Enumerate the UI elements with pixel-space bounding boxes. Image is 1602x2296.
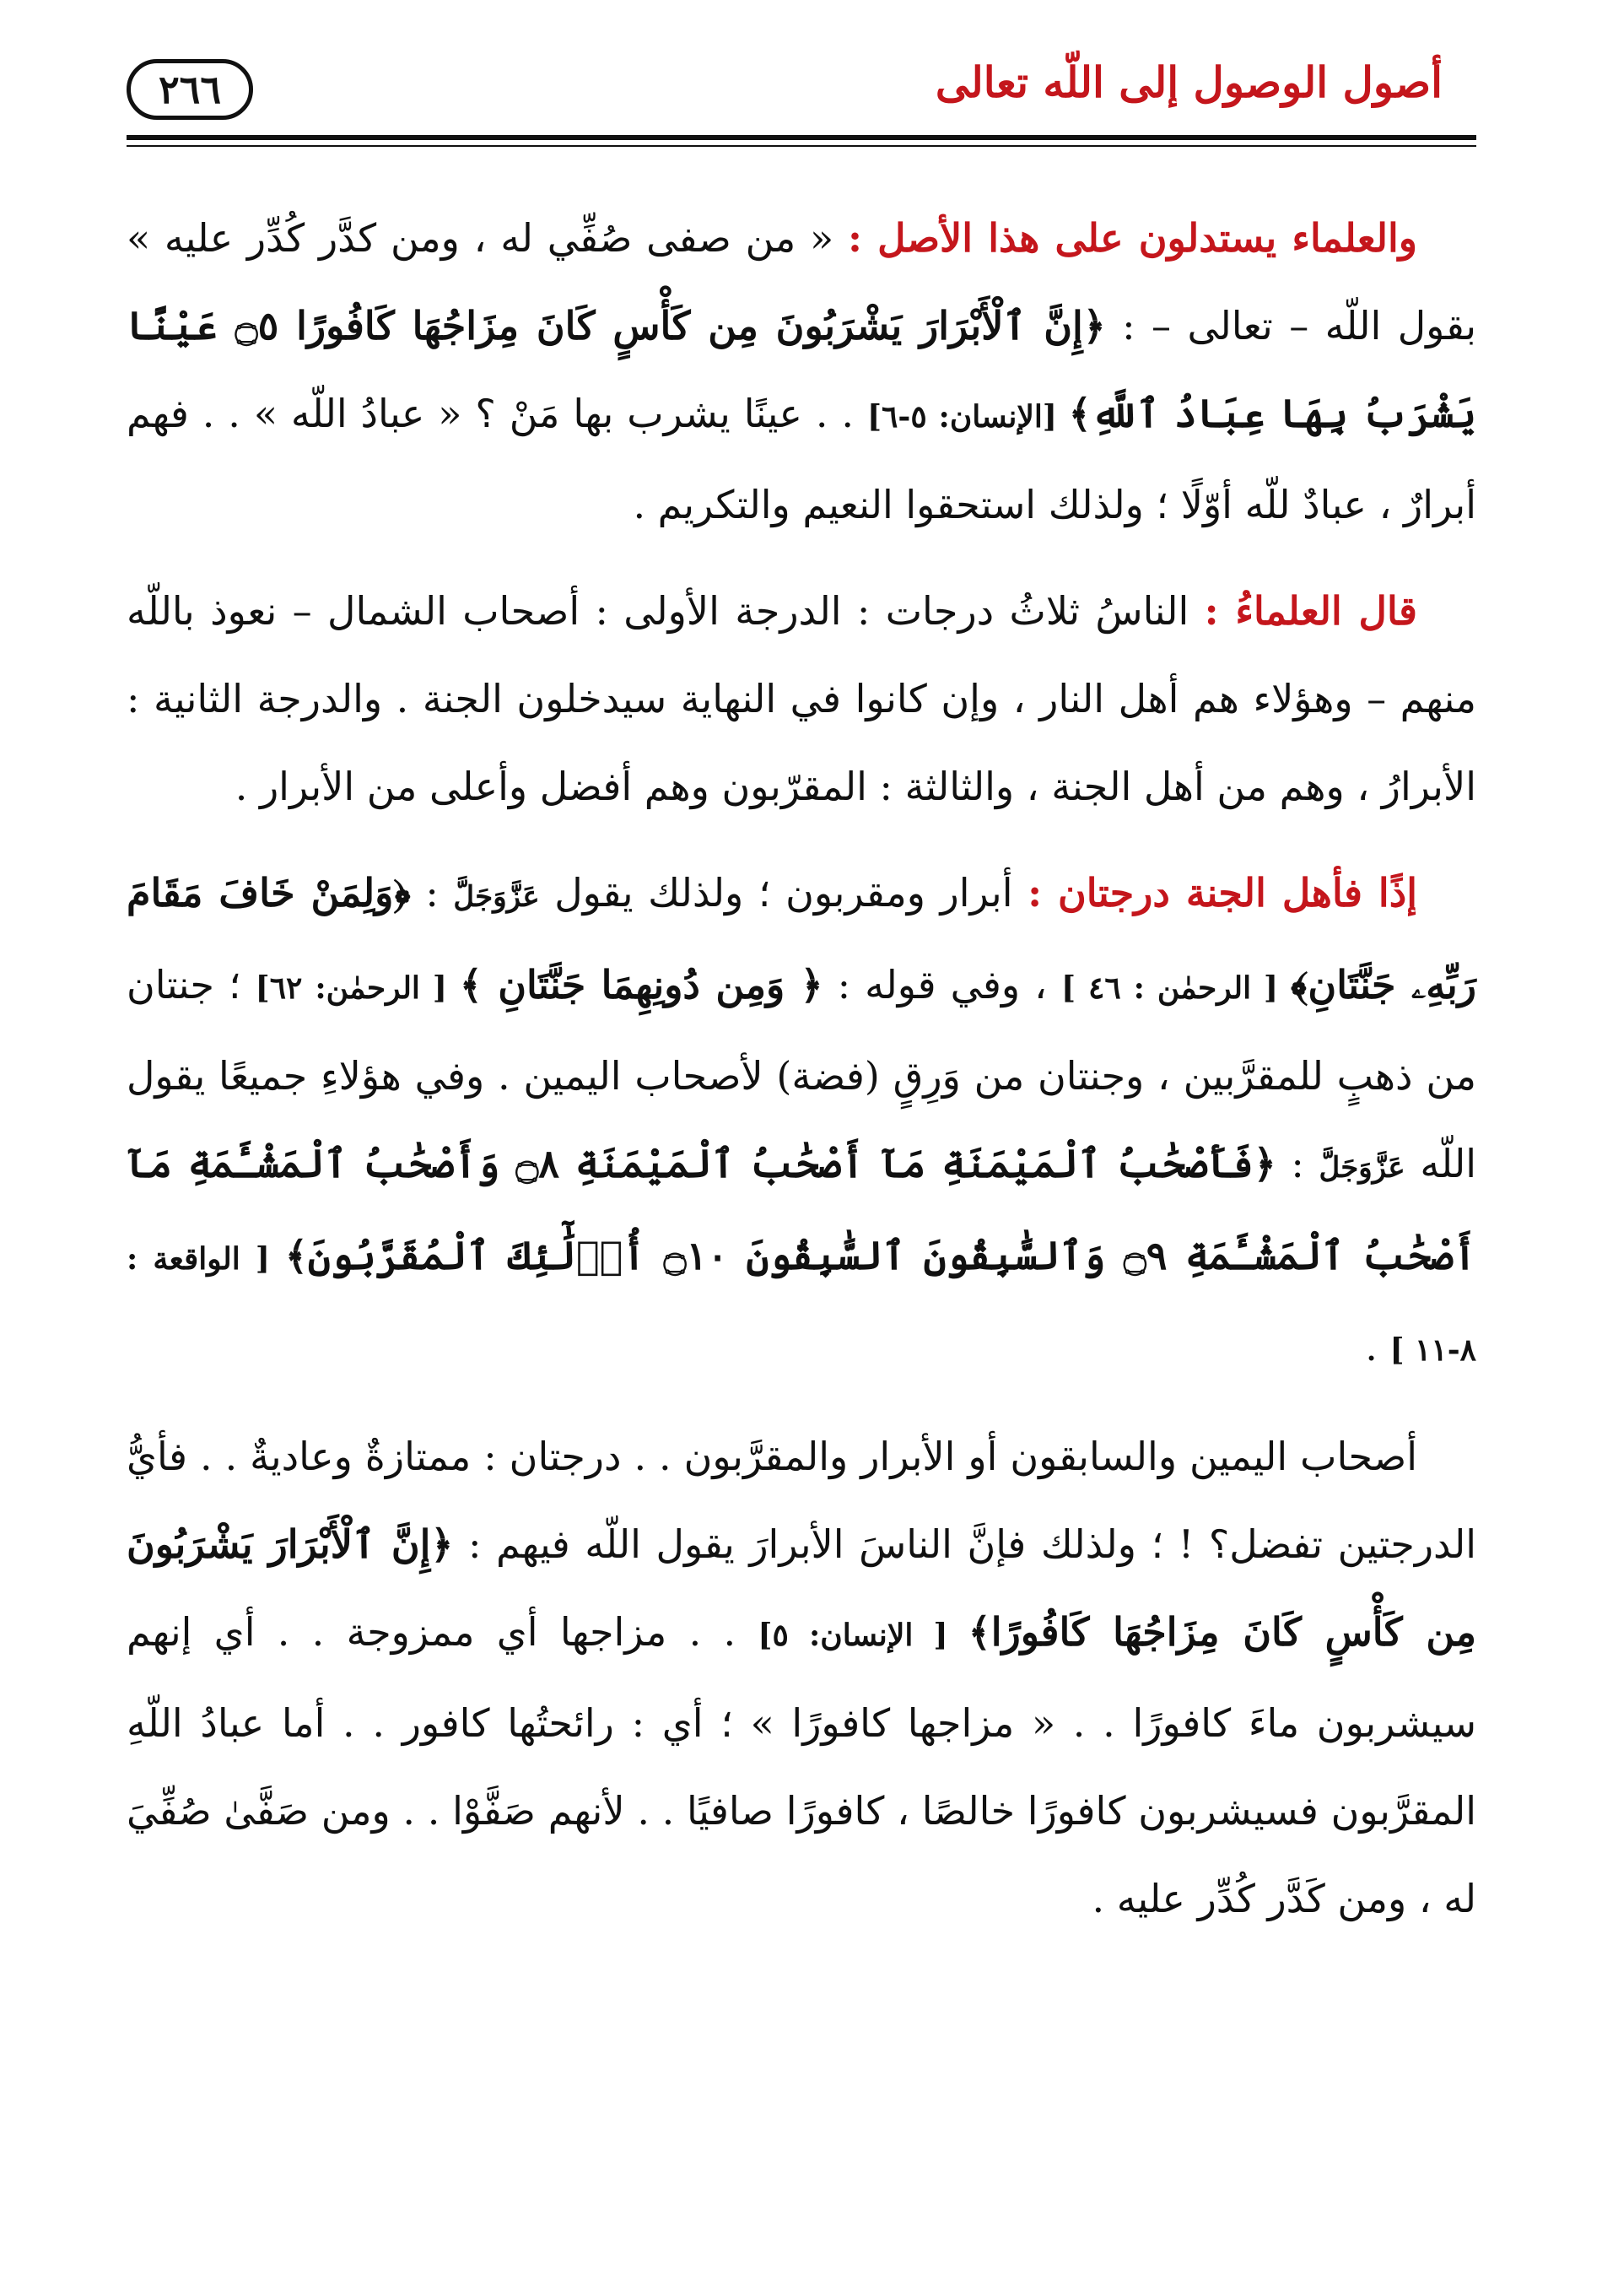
paragraph	[127, 567, 1476, 830]
body-text: . . مزاجها أي ممزوجة . . أي إنهم سيشربون ماءَ كافورًا . . « مزاجها كافورًا » ؛ أي : رائحتُها كافور . . أما عبادُ اللّهِ المقرَّبون فسيشربون كافورًا خالصًا ، كافورًا صافيًا . . لأنهم صَفَّوْا . . ومن صَفَّىٰ صُفِّيَ له ، ومن كَدَّر كُدِّر عليه .	[127, 1609, 1476, 1921]
honorific-text: عَزَّوَجَلَّ	[453, 880, 540, 914]
paragraph	[127, 194, 1476, 548]
book-page	[127, 51, 1476, 2245]
quran-verse: ﴿فَأَصْحَٰبُ ٱلْمَيْمَنَةِ مَآ أَصْحَٰبُ ٱلْمَيْمَنَةِ ۝٨ وَأَصْحَٰبُ ٱلْمَشْـَٔمَةِ مَآ أَصْحَٰبُ ٱلْمَشْـَٔمَةِ ۝٩ وَٱلسَّٰبِقُونَ ٱلسَّٰبِقُونَ ۝١٠ أُو۟لَٰٓئِكَ ٱلْمُقَرَّبُونَ﴾	[127, 1141, 1477, 1278]
body-text: :	[410, 870, 454, 916]
honorific-text: عَزَّوَجَلَّ	[1319, 1151, 1405, 1185]
paragraph	[127, 849, 1476, 1394]
body-text: ، وفي قوله :	[823, 962, 1062, 1008]
verse-reference: [ الرحمٰن : ٤٦ ]	[1061, 970, 1292, 1006]
paragraph-lead: والعلماء يستدلون على هذا الأصل :	[847, 215, 1417, 261]
paragraph-lead: إذًا فأهل الجنة درجتان :	[1028, 870, 1417, 916]
body-text: الناسُ ثلاثُ درجات : الدرجة الأولى : أصحاب الشمال – نعوذ باللّه منهم – وهؤلاء هم أهل النار ، وإن كانوا في النهاية سيدخلون الجنة . والدرجة الثانية : الأبرارُ ، وهم من أهل الجنة ، والثالثة : المقرّبون وهم أفضل وأعلى من الأبرار .	[127, 588, 1476, 809]
running-title: أصول الوصول إلى اللّه تعالى	[935, 57, 1443, 107]
page-header	[127, 51, 1476, 143]
paragraph	[127, 1413, 1476, 1942]
quran-verse: ﴿وَلِمَنْ خَافَ مَقَامَ رَبِّهِۦ جَنَّتَانِ﴾	[127, 870, 1476, 1008]
paragraph-lead: قال العلماءُ :	[1204, 588, 1417, 634]
verse-reference: [الإنسان: ٥-٦]	[867, 399, 1069, 435]
quran-verse: ﴿ وَمِن دُونِهِمَا جَنَّتَانِ ﴾	[459, 962, 823, 1008]
header-rule-thin	[127, 145, 1476, 147]
page-number: ٢٦٦	[127, 59, 253, 120]
header-rule-thick	[127, 135, 1476, 140]
verse-reference: [ الرحمٰن: ٦٢]	[255, 970, 460, 1006]
body-text: أصحاب اليمين والسابقون أو الأبرار والمقرَّبون . . درجتان : ممتازةٌ وعاديةٌ . . فأيُّ الدرجتين تفضل؟ ! ؛ ولذلك فإنَّ الناسَ الأبرارَ يقول اللّه فيهم :	[127, 1434, 1476, 1567]
body-text: . . عينًا يشرب بها مَنْ ؟ « عبادُ اللّه » . . فهم أبرارٌ ، عبادٌ للّه أوّلًا ؛ ولذلك استحقوا النعيم والتكريم .	[127, 391, 1476, 527]
body-text: « من صفى صُفِّي له ، ومن كدَّر كُدِّر عليه » بقول اللّه – تعالى – :	[127, 215, 1476, 348]
body-text: أبرار ومقربون ؛ ولذلك يقول	[539, 870, 1028, 916]
body-text: ؛ جنتان من ذهبٍ للمقرَّبين ، وجنتان من وَرِقٍ (فضة) لأصحاب اليمين . وفي هؤلاءِ جميعًا يقول اللّه	[127, 962, 1477, 1186]
verse-reference: [ الإنسان: ٥]	[758, 1618, 968, 1653]
page-body	[127, 194, 1476, 1961]
verse-reference: [ الواقعة : ٨-١١ ]	[127, 1241, 1476, 1368]
quran-verse: ﴿إِنَّ ٱلْأَبْرَارَ يَشْرَبُونَ مِن كَأْسٍ كَانَ مِزَاجُهَا كَافُورًا ۝٥ عَيْنًا يَشْرَبُ بِهَا عِبَادُ ٱللَّهِ﴾	[127, 303, 1477, 436]
quran-verse: ﴿إِنَّ ٱلْأَبْرَارَ يَشْرَبُونَ مِن كَأْسٍ كَانَ مِزَاجُهَا كَافُورًا﴾	[127, 1521, 1476, 1655]
body-text: :	[1276, 1141, 1319, 1186]
body-text: .	[1365, 1324, 1390, 1369]
